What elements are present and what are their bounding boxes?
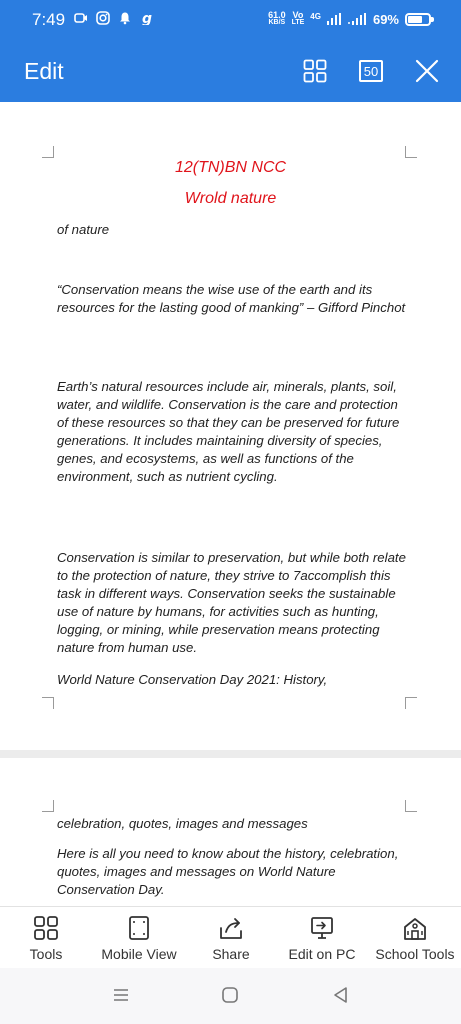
school-tools-icon (402, 915, 428, 941)
app-bar (0, 40, 461, 102)
home-icon[interactable] (221, 986, 239, 1004)
share-label: Share (212, 946, 250, 962)
document-page-1[interactable] (0, 102, 461, 750)
close-icon (415, 59, 439, 83)
page-separator (0, 750, 461, 758)
page-corner-mark (405, 146, 417, 158)
document-page-2[interactable] (0, 758, 461, 906)
back-icon[interactable] (331, 986, 349, 1004)
status-bar (0, 0, 461, 40)
doc-paragraph: Conservation is similar to preservation, but while both relate to the protection of nature, they strive to 7accomplish this task in different ways. Conservation seeks the sustainable use of nature by humans, for activities such as hunting, logging, or mining, while preservation means protecting nature from human use. (57, 550, 406, 655)
mobile-view-icon (126, 915, 152, 941)
doc-paragraph: Earth’s natural resources include air, minerals, plants, soil, water, and wildlife. Conservation is the care and protection of these resources so that they can be preserved for future generations. It includes maintaining diversity of species, genes, and ecosystems, as well as functions of the environment, such as nutrient cycling. (57, 379, 400, 484)
mobile-view-button[interactable] (96, 915, 182, 962)
doc-paragraph: of nature (57, 222, 110, 237)
share-button[interactable] (204, 915, 258, 962)
doc-heading-line1: 12(TN)BN NCC (174, 159, 287, 176)
svg-text:g: g (142, 11, 153, 25)
g-app-icon (140, 11, 154, 25)
signal-icon-2 (347, 13, 367, 25)
page-corner-mark (42, 697, 54, 709)
school-tools-button[interactable] (370, 915, 460, 962)
page-corner-mark (405, 800, 417, 812)
status-time: 7:49 (32, 10, 66, 29)
doc-paragraph: World Nature Conservation Day 2021: History, (57, 672, 328, 687)
system-nav-bar (0, 968, 461, 1024)
volte-badge (292, 11, 305, 27)
page-count-icon: 50 (359, 60, 383, 82)
edit-on-pc-label: Edit on PC (288, 946, 356, 962)
mobile-view-label: Mobile View (101, 946, 177, 962)
video-icon (74, 11, 88, 25)
doc-paragraph: Here is all you need to know about the history, celebration, quotes, images and messages on World Nature Conservation Day. (57, 846, 399, 897)
bottom-toolbar (0, 906, 461, 968)
page-corner-mark (42, 146, 54, 158)
share-icon (218, 915, 244, 941)
edit-on-pc-button[interactable] (284, 915, 360, 962)
grid-view-button[interactable] (298, 54, 332, 88)
volte-badge-top: Vo (292, 10, 304, 20)
network-speed (268, 11, 286, 27)
battery-icon (405, 13, 431, 26)
edit-on-pc-icon (309, 915, 335, 941)
doc-paragraph: “Conservation means the wise use of the earth and its resources for the lasting good of manking” – Gifford Pinchot (57, 282, 406, 315)
volte-badge-bottom: LTE (291, 19, 305, 26)
network-type: 4G (310, 11, 321, 21)
tools-label: Tools (29, 946, 63, 962)
recent-apps-icon[interactable] (112, 986, 130, 1004)
network-speed-unit: KB/S (268, 19, 286, 26)
instagram-icon (96, 11, 110, 25)
tools-button[interactable] (18, 915, 74, 962)
status-notification-icons (74, 11, 154, 25)
page-corner-mark (405, 697, 417, 709)
tools-icon (33, 915, 59, 941)
close-button[interactable] (410, 54, 444, 88)
doc-heading-line2: Wrold nature (184, 190, 277, 207)
network-speed-value: 61.0 (268, 10, 286, 20)
page-corner-mark (42, 800, 54, 812)
page-title: Edit (24, 58, 64, 84)
battery-fill (408, 16, 422, 23)
grid-icon (303, 59, 327, 83)
page-count-button[interactable] (354, 54, 388, 88)
document-viewer[interactable] (0, 102, 461, 906)
status-system-icons (268, 11, 431, 27)
school-tools-label: School Tools (375, 946, 455, 962)
signal-icon (327, 13, 341, 25)
bell-icon (118, 11, 132, 25)
battery-percent: 69% (372, 11, 399, 27)
doc-paragraph: celebration, quotes, images and messages (57, 816, 308, 831)
